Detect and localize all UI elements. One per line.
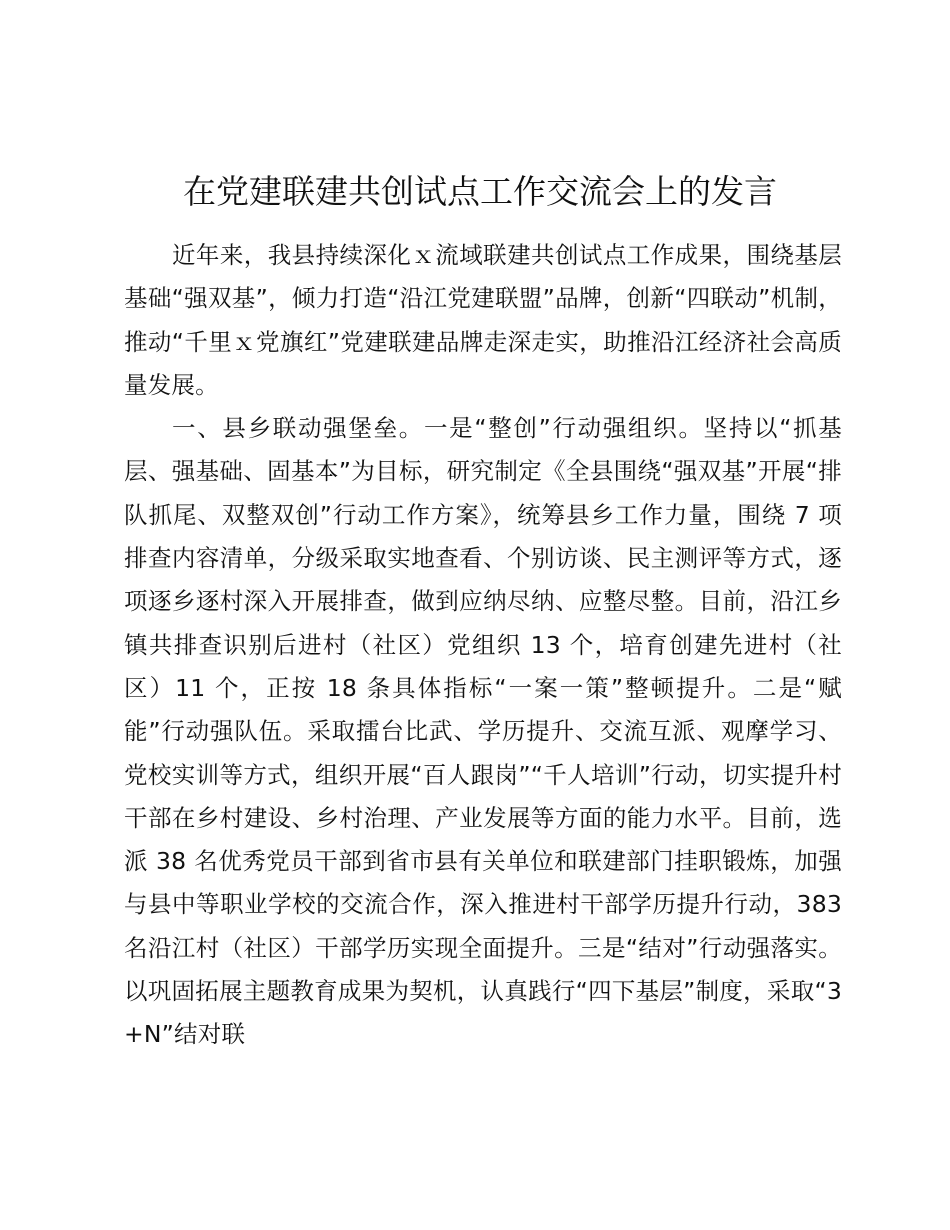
document-body	[124, 234, 842, 1057]
paragraph-section-one: 一、县乡联动强堡垒。一是“整创”行动强组织。坚持以“抓基层、强基础、固基本”为目标，研究制定《全县围绕“强双基”开展“排队抓尾、双整双创”行动工作方案》，统筹县乡工作力量，围绕 7 项排查内容清单，分级采取实地查看、个别访谈、民主测评等方式，逐项逐乡逐村深入开展排查，做到应纳尽纳、应整尽整。目前，沿江乡镇共排查识别后进村（社区）党组织 13 个，培育创建先进村（社区）11 个，正按 18 条具体指标“一案一策”整顿提升。二是“赋能”行动强队伍。采取擂台比武、学历提升、交流互派、观摩学习、党校实训等方式，组织开展“百人跟岗”“千人培训”行动，切实提升村干部在乡村建设、乡村治理、产业发展等方面的能力水平。目前，选派 38 名优秀党员干部到省市县有关单位和联建部门挂职锻炼，加强与县中等职业学校的交流合作，深入推进村干部学历提升行动，383 名沿江村（社区）干部学历实现全面提升。三是“结对”行动强落实。以巩固拓展主题教育成果为契机，认真践行“四下基层”制度，采取“3+N”结对联	[124, 414, 842, 1049]
document-title: 在党建联建共创试点工作交流会上的发言	[183, 172, 777, 211]
paragraph-intro: 近年来，我县持续深化ｘ流域联建共创试点工作成果，围绕基层基础“强双基”，倾力打造“沿江党建联盟”品牌，创新“四联动”机制，推动“千里ｘ党旗红”党建联建品牌走深走实，助推沿江经济社会高质量发展。	[124, 241, 842, 399]
